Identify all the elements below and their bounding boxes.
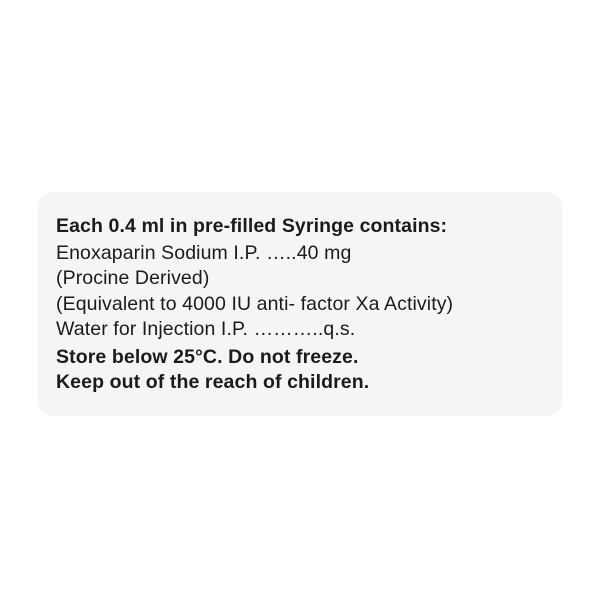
label-text-block [56, 214, 562, 396]
label-line-source: (Procine Derived) [56, 267, 210, 289]
label-line-warning: Keep out of the reach of children. [56, 371, 370, 393]
label-heading: Each 0.4 ml in pre-filled Syringe contains: [56, 215, 448, 237]
label-line-ingredient: Enoxaparin Sodium I.P. …..40 mg [56, 241, 352, 264]
label-line-storage: Store below 25°C. Do not freeze. [56, 345, 359, 368]
label-line-water: Water for Injection I.P. ………..q.s. [56, 318, 356, 340]
label-line-equivalent: (Equivalent to 4000 IU anti- factor Xa Activity) [56, 292, 454, 315]
medication-label-card [38, 192, 562, 416]
